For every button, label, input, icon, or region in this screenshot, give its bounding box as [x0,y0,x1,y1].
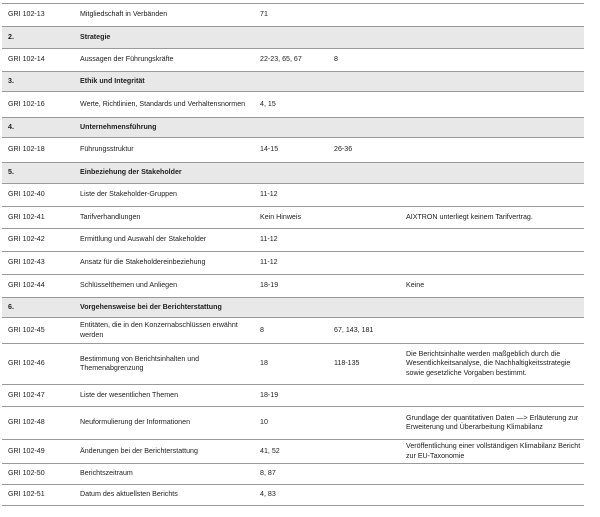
table-row [2,344,584,385]
report-pages-cell: 71 [254,4,328,27]
gri-code-cell: GRI 102-46 [2,344,74,385]
gri-code-cell: GRI 102-41 [2,207,74,229]
report-pages-cell: Kein Hinweis [254,207,328,229]
section-row [2,27,584,49]
gri-topic-cell: Einbeziehung der Stakeholder [74,163,254,184]
table-row [2,184,584,207]
comment-cell [400,118,584,138]
table-row [2,407,584,440]
annual-report-pages-cell [328,118,400,138]
annual-report-pages-cell [328,92,400,118]
report-pages-cell: 10 [254,407,328,440]
gri-code-cell: GRI 102-18 [2,138,74,163]
annual-report-pages-cell [328,485,400,506]
comment-cell [400,318,584,344]
report-pages-cell: 22-23, 65, 67 [254,49,328,72]
annual-report-pages-cell: 8 [328,49,400,72]
gri-code-cell: GRI 102-48 [2,407,74,440]
gri-topic-cell: Ethik und Integrität [74,72,254,92]
annual-report-pages-cell [328,464,400,485]
comment-cell [400,72,584,92]
gri-code-cell: GRI 102-40 [2,184,74,207]
report-pages-cell: 8, 87 [254,464,328,485]
gri-code-cell: GRI 102-49 [2,440,74,464]
annual-report-pages-cell: 67, 143, 181 [328,318,400,344]
annual-report-pages-cell [328,275,400,298]
report-pages-cell: 14-15 [254,138,328,163]
comment-cell [400,92,584,118]
gri-index-table [2,3,584,506]
gri-code-cell: GRI 102-47 [2,385,74,407]
gri-code-cell: 6. [2,298,74,318]
table-row [2,207,584,229]
report-pages-cell [254,298,328,318]
report-pages-cell: 8 [254,318,328,344]
table-row [2,385,584,407]
gri-topic-cell: Mitgliedschaft in Verbänden [74,4,254,27]
gri-code-cell: GRI 102-14 [2,49,74,72]
gri-topic-cell: Werte, Richtlinien, Standards und Verhaltensnormen [74,92,254,118]
report-pages-cell [254,163,328,184]
comment-cell [400,163,584,184]
gri-table-body [2,4,584,506]
gri-topic-cell: Unternehmensführung [74,118,254,138]
comment-cell [400,252,584,275]
gri-code-cell: 4. [2,118,74,138]
report-pages-cell: 18-19 [254,275,328,298]
table-row [2,138,584,163]
gri-topic-cell: Schlüsselthemen und Anliegen [74,275,254,298]
section-row [2,118,584,138]
gri-topic-cell: Berichtszeitraum [74,464,254,485]
comment-cell [400,464,584,485]
table-row [2,464,584,485]
comment-cell: Keine [400,275,584,298]
gri-code-cell: GRI 102-50 [2,464,74,485]
table-row [2,275,584,298]
section-row [2,163,584,184]
gri-code-cell: GRI 102-16 [2,92,74,118]
annual-report-pages-cell [328,72,400,92]
table-row [2,252,584,275]
comment-cell [400,184,584,207]
report-pages-cell: 11-12 [254,252,328,275]
report-pages-cell: 4, 83 [254,485,328,506]
annual-report-pages-cell: 26-36 [328,138,400,163]
gri-code-cell: GRI 102-51 [2,485,74,506]
table-row [2,318,584,344]
gri-topic-cell: Führungsstruktur [74,138,254,163]
comment-cell [400,27,584,49]
gri-topic-cell: Aussagen der Führungskräfte [74,49,254,72]
gri-code-cell: GRI 102-45 [2,318,74,344]
table-row [2,4,584,27]
gri-topic-cell: Entitäten, die in den Konzernabschlüssen erwähnt werden [74,318,254,344]
gri-topic-cell: Änderungen bei der Berichterstattung [74,440,254,464]
comment-cell [400,298,584,318]
annual-report-pages-cell [328,229,400,252]
report-pages-cell: 11-12 [254,184,328,207]
gri-topic-cell: Strategie [74,27,254,49]
comment-cell: Grundlage der quantitativen Daten —> Erläuterung zur Erweiterung und Überarbeitung Klimabilanz [400,407,584,440]
annual-report-pages-cell [328,407,400,440]
section-row [2,298,584,318]
table-row [2,229,584,252]
comment-cell [400,229,584,252]
comment-cell [400,485,584,506]
gri-topic-cell: Ansatz für die Stakeholdereinbeziehung [74,252,254,275]
table-row [2,485,584,506]
gri-topic-cell: Liste der wesentlichen Themen [74,385,254,407]
table-row [2,49,584,72]
annual-report-pages-cell [328,252,400,275]
comment-cell: AIXTRON unterliegt keinem Tarifvertrag. [400,207,584,229]
report-pages-cell: 18 [254,344,328,385]
annual-report-pages-cell [328,385,400,407]
gri-code-cell: GRI 102-42 [2,229,74,252]
comment-cell [400,49,584,72]
report-pages-cell: 18-19 [254,385,328,407]
comment-cell [400,138,584,163]
comment-cell: Die Berichtsinhalte werden maßgeblich durch die Wesentlichkeitsanalyse, die Nachhaltigkeitsstrategie sowie gesetzliche Vorgaben bestimmt. [400,344,584,385]
report-pages-cell: 11-12 [254,229,328,252]
comment-cell [400,4,584,27]
gri-code-cell: 3. [2,72,74,92]
comment-cell: Veröffentlichung einer vollständigen Klimabilanz Bericht zur EU-Taxonomie [400,440,584,464]
gri-code-cell: GRI 102-13 [2,4,74,27]
gri-topic-cell: Liste der Stakeholder-Gruppen [74,184,254,207]
report-pages-cell [254,72,328,92]
gri-code-cell: 2. [2,27,74,49]
table-row [2,440,584,464]
gri-topic-cell: Datum des aktuellsten Berichts [74,485,254,506]
annual-report-pages-cell [328,27,400,49]
annual-report-pages-cell [328,184,400,207]
gri-topic-cell: Tarifverhandlungen [74,207,254,229]
report-pages-cell [254,118,328,138]
report-pages-cell: 41, 52 [254,440,328,464]
annual-report-pages-cell [328,207,400,229]
comment-cell [400,385,584,407]
gri-topic-cell: Neuformulierung der Informationen [74,407,254,440]
gri-code-cell: GRI 102-44 [2,275,74,298]
gri-code-cell: GRI 102-43 [2,252,74,275]
annual-report-pages-cell [328,4,400,27]
annual-report-pages-cell [328,440,400,464]
gri-topic-cell: Vorgehensweise bei der Berichterstattung [74,298,254,318]
table-row [2,92,584,118]
report-pages-cell: 4, 15 [254,92,328,118]
annual-report-pages-cell [328,163,400,184]
report-pages-cell [254,27,328,49]
annual-report-pages-cell: 118-135 [328,344,400,385]
annual-report-pages-cell [328,298,400,318]
gri-topic-cell: Bestimmung von Berichtsinhalten und Themenabgrenzung [74,344,254,385]
section-row [2,72,584,92]
gri-code-cell: 5. [2,163,74,184]
gri-topic-cell: Ermittlung und Auswahl der Stakeholder [74,229,254,252]
